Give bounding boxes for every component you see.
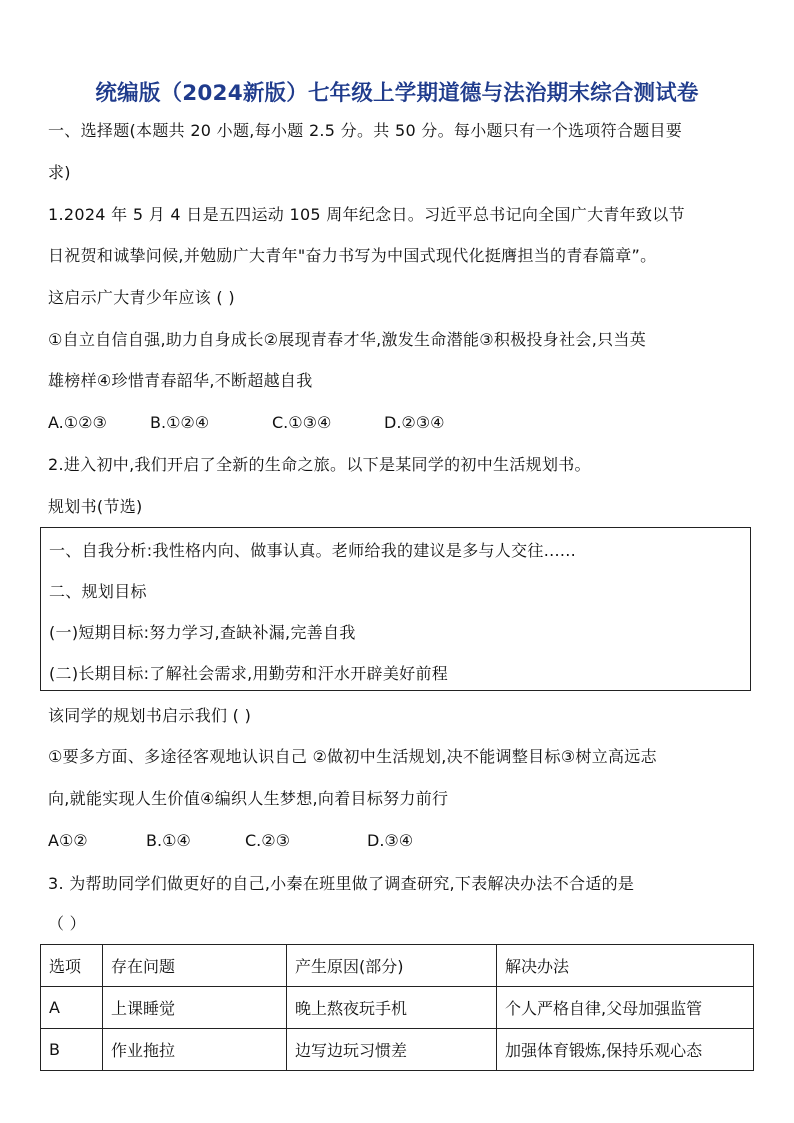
q1-option-c[interactable]: C.①③④ bbox=[272, 413, 332, 432]
q1-option-d[interactable]: D.②③④ bbox=[384, 413, 445, 432]
q1-items-line1: ①自立自信自强,助力自身成长②展现青春才华,激发生命潜能③积极投身社会,只当英 bbox=[48, 330, 646, 349]
q2-items-line2: 向,就能实现人生价值④编织人生梦想,向着目标努力前行 bbox=[48, 789, 449, 808]
q2-box-caption: 规划书(节选) bbox=[48, 497, 143, 516]
q3-stem: 3. 为帮助同学们做更好的自己,小秦在班里做了调查研究,下表解决办法不合适的是 bbox=[48, 874, 635, 893]
exam-title: 统编版（2024新版）七年级上学期道德与法治期末综合测试卷 bbox=[95, 81, 699, 106]
q2-question: 该同学的规划书启示我们 ( ) bbox=[48, 706, 252, 725]
table-cell: B bbox=[41, 1029, 103, 1071]
table-header-cell: 解决办法 bbox=[497, 945, 754, 987]
table-cell: 晚上熬夜玩手机 bbox=[287, 987, 497, 1029]
section-instructions-line1: 一、选择题(本题共 20 小题,每小题 2.5 分。共 50 分。每小题只有一个选项符合题目要 bbox=[48, 121, 683, 140]
table-header-row bbox=[41, 945, 754, 987]
table-row bbox=[41, 987, 754, 1029]
q1-stem-line2: 日祝贺和诚挚问候,并勉励广大青年"奋力书写为中国式现代化挺膺担当的青春篇章”。 bbox=[48, 246, 657, 265]
q2-stem: 2.进入初中,我们开启了全新的生命之旅。以下是某同学的初中生活规划书。 bbox=[48, 455, 591, 474]
q2-option-b[interactable]: B.①④ bbox=[146, 831, 191, 850]
q1-stem-line1: 1.2024 年 5 月 4 日是五四运动 105 周年纪念日。习近平总书记向全国广大青年致以节 bbox=[48, 205, 685, 224]
q1-items-line2: 雄榜样④珍惜青春韶华,不断超越自我 bbox=[48, 371, 313, 390]
table-cell: 边写边玩习惯差 bbox=[287, 1029, 497, 1071]
plan-line-goals-heading: 二、规划目标 bbox=[49, 582, 147, 601]
q1-option-b[interactable]: B.①②④ bbox=[150, 413, 210, 432]
table-row bbox=[41, 1029, 754, 1071]
plan-line-short-term: (一)短期目标:努力学习,查缺补漏,完善自我 bbox=[49, 623, 356, 642]
table-header-cell: 产生原因(部分) bbox=[287, 945, 497, 987]
table-cell: 加强体育锻炼,保持乐观心态 bbox=[497, 1029, 754, 1071]
q2-items-line1: ①要多方面、多途径客观地认识自己 ②做初中生活规划,决不能调整目标③树立高远志 bbox=[48, 747, 657, 766]
survey-table bbox=[40, 944, 754, 1071]
plan-excerpt-box bbox=[40, 527, 751, 691]
table-cell: 作业拖拉 bbox=[103, 1029, 287, 1071]
q2-option-a[interactable]: A①② bbox=[48, 831, 88, 850]
q3-answer-paren: （ ） bbox=[48, 914, 86, 933]
q2-option-c[interactable]: C.②③ bbox=[245, 831, 290, 850]
q1-option-a[interactable]: A.①②③ bbox=[48, 413, 107, 432]
q1-stem-line3: 这启示广大青少年应该 ( ) bbox=[48, 288, 235, 307]
table-cell: A bbox=[41, 987, 103, 1029]
table-cell: 上课睡觉 bbox=[103, 987, 287, 1029]
q2-option-d[interactable]: D.③④ bbox=[367, 831, 414, 850]
plan-line-long-term: (二)长期目标:了解社会需求,用勤劳和汗水开辟美好前程 bbox=[49, 664, 449, 683]
table-header-cell: 存在问题 bbox=[103, 945, 287, 987]
section-instructions-line2: 求) bbox=[48, 163, 71, 182]
table-header-cell: 选项 bbox=[41, 945, 103, 987]
table-cell: 个人严格自律,父母加强监管 bbox=[497, 987, 754, 1029]
plan-line-self-analysis: 一、自我分析:我性格内向、做事认真。老师给我的建议是多与人交往...... bbox=[49, 541, 577, 560]
